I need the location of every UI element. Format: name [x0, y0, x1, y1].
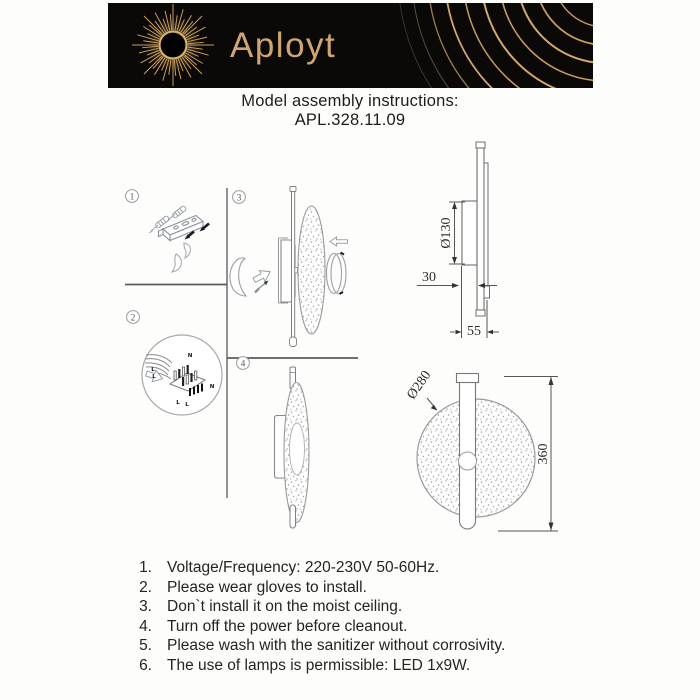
dimension-side-diameter: Ø130 [439, 217, 454, 249]
dimension-front-diameter: Ø280 [404, 368, 435, 403]
svg-text:4: 4 [240, 359, 246, 370]
item-number: 1. [139, 559, 152, 576]
svg-text:3: 3 [236, 193, 242, 204]
list-item [126, 636, 596, 656]
item-number: 4. [139, 617, 152, 635]
dimension-front-height: 360 [536, 443, 551, 465]
svg-text:L: L [176, 400, 180, 406]
svg-text:L: L [151, 367, 155, 373]
step-4-badge [237, 357, 250, 370]
svg-text:L: L [185, 402, 189, 408]
item-text: Don`t install it on the moist ceiling. [167, 598, 403, 615]
dimension-side-width: 55 [467, 324, 481, 339]
list-item [126, 558, 596, 578]
instruction-list [126, 558, 596, 675]
svg-text:1: 1 [129, 192, 135, 203]
step-3-badge [233, 191, 246, 204]
step-1-badge [126, 190, 139, 203]
list-item [126, 656, 596, 676]
brand-wordmark: Aployt [230, 26, 337, 65]
step-2-badge [127, 311, 140, 324]
svg-text:N: N [209, 384, 215, 390]
side-view-dimension-drawing [417, 142, 499, 339]
list-item [126, 597, 596, 617]
mounting-ring-icon [327, 253, 347, 295]
item-text: Voltage/Frequency: 220-230V 50-60Hz. [167, 559, 440, 576]
page-title: Model assembly instructions: [241, 92, 459, 110]
item-number: 5. [139, 637, 152, 654]
item-text: Turn off the power before cleanout. [167, 617, 408, 635]
dimension-side-depth: 30 [422, 270, 436, 285]
item-text: Please wash with the sanitizer without corrosivity. [167, 637, 506, 654]
item-number: 6. [139, 656, 152, 674]
step-1-bracket-illustration [150, 205, 210, 272]
item-number: 2. [139, 578, 152, 596]
step-3-assembly-illustration [230, 187, 348, 347]
model-number: APL.328.11.09 [294, 110, 406, 129]
front-view-dimension-drawing [404, 368, 558, 531]
step-4-assembled-illustration [275, 367, 310, 528]
item-text: Please wear gloves to install. [167, 578, 367, 596]
step-2-wiring-illustration [142, 335, 222, 415]
svg-text:L: L [152, 374, 156, 380]
item-number: 3. [139, 598, 152, 615]
item-text: The use of lamps is permissible: LED 1x9W. [167, 656, 471, 674]
screw-icon [255, 281, 269, 293]
svg-text:N: N [187, 353, 193, 359]
svg-text:2: 2 [130, 313, 136, 324]
list-item [126, 578, 596, 598]
list-item [126, 617, 596, 637]
